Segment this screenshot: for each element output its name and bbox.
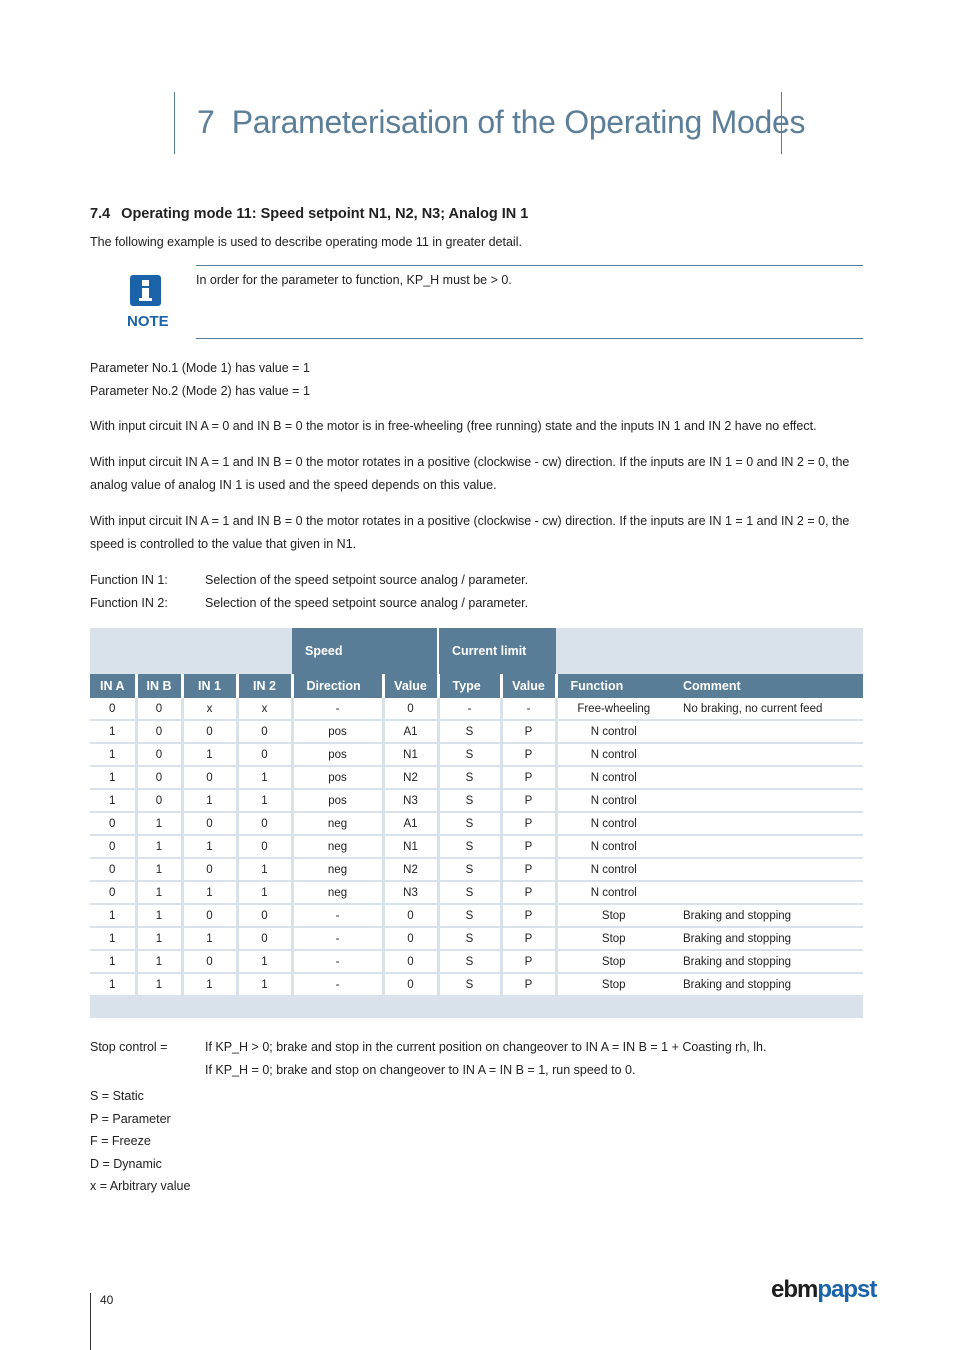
col-header: Comment — [670, 674, 863, 698]
table-cell: N2 — [383, 766, 438, 789]
chapter-title-text: Parameterisation of the Operating Modes — [231, 104, 806, 140]
table-cell: - — [292, 927, 383, 950]
table-cell: pos — [292, 789, 383, 812]
table-cell: 1 — [136, 904, 182, 927]
operating-mode-table — [90, 628, 863, 1018]
table-cell: P — [501, 950, 556, 973]
table-cell — [670, 858, 863, 881]
table-cell: S — [438, 812, 501, 835]
table-cell: 1 — [237, 766, 292, 789]
table-cell: N control — [556, 743, 670, 766]
table-cell: 0 — [90, 835, 136, 858]
table-cell: 0 — [383, 950, 438, 973]
table-cell — [670, 835, 863, 858]
table-cell — [670, 812, 863, 835]
note-box — [196, 265, 863, 339]
table-cell: N control — [556, 881, 670, 904]
table-cell: 1 — [90, 927, 136, 950]
group-header-empty — [556, 628, 863, 674]
col-header: Type — [438, 674, 501, 698]
note-label: NOTE — [127, 313, 169, 330]
table-cell: P — [501, 927, 556, 950]
table-cell: x — [182, 698, 237, 720]
table-row — [90, 904, 863, 927]
table-cell: S — [438, 858, 501, 881]
table-cell: 1 — [90, 743, 136, 766]
table-cell: 0 — [182, 766, 237, 789]
paragraph-3: With input circuit IN A = 1 and IN B = 0 the motor rotates in a positive (clockwise - cw) direction. If the inputs are IN 1 = 1 and IN 2 = 0, the speed is controlled to the value that given in N1. — [90, 514, 850, 551]
table-cell: S — [438, 766, 501, 789]
table-cell: 1 — [136, 881, 182, 904]
table-cell: 0 — [90, 698, 136, 720]
chapter-header — [174, 92, 806, 154]
paragraph-2: With input circuit IN A = 1 and IN B = 0 the motor rotates in a positive (clockwise - cw) direction. If the inputs are IN 1 = 0 and IN 2 = 0, the analog value of analog IN 1 is used and the speed depends on this value. — [90, 455, 850, 492]
group-header-current-limit: Current limit — [438, 628, 556, 674]
table-cell: 1 — [90, 766, 136, 789]
table-row — [90, 698, 863, 720]
table-cell: N2 — [383, 858, 438, 881]
group-header-speed: Speed — [292, 628, 438, 674]
table-cell: P — [501, 881, 556, 904]
table-cell: 1 — [182, 881, 237, 904]
table-cell: 0 — [136, 743, 182, 766]
table-cell: 0 — [383, 904, 438, 927]
table-cell: Braking and stopping — [670, 904, 863, 927]
table-cell: pos — [292, 766, 383, 789]
table-cell: P — [501, 720, 556, 743]
table-cell: A1 — [383, 720, 438, 743]
table-cell: 1 — [182, 973, 237, 996]
stop-control-line-1: If KP_H > 0; brake and stop in the current position on changeover to IN A = IN B = 1 + Coasting rh, lh. — [205, 1040, 767, 1054]
col-header: IN B — [136, 674, 182, 698]
param-2: Parameter No.2 (Mode 2) has value = 1 — [90, 384, 310, 398]
table-cell: 1 — [182, 743, 237, 766]
legend-item: D = Dynamic — [90, 1156, 162, 1171]
info-icon — [130, 275, 161, 306]
table-cell: 0 — [182, 812, 237, 835]
table-cell: S — [438, 743, 501, 766]
group-header-row — [90, 628, 863, 674]
table-cell: P — [501, 743, 556, 766]
table-cell: S — [438, 950, 501, 973]
table-cell: P — [501, 858, 556, 881]
intro-text: The following example is used to describe operating mode 11 in greater detail. — [90, 235, 522, 249]
table-row — [90, 835, 863, 858]
param-1: Parameter No.1 (Mode 1) has value = 1 — [90, 361, 310, 375]
footer-rule — [90, 1293, 91, 1350]
table-cell: 1 — [136, 927, 182, 950]
table-cell — [670, 720, 863, 743]
table-cell: 1 — [90, 789, 136, 812]
table-cell: 1 — [237, 950, 292, 973]
table-cell: 1 — [237, 789, 292, 812]
table-cell: N control — [556, 789, 670, 812]
table-cell: 1 — [182, 927, 237, 950]
table-cell: 0 — [237, 812, 292, 835]
table-cell: 1 — [237, 881, 292, 904]
table-row — [90, 881, 863, 904]
table-row — [90, 812, 863, 835]
table-cell — [670, 789, 863, 812]
paragraph-1: With input circuit IN A = 0 and IN B = 0 the motor is in free-wheeling (free running) state and the inputs IN 1 and IN 2 have no effect. — [90, 419, 817, 433]
table-cell: N control — [556, 835, 670, 858]
table-row — [90, 927, 863, 950]
table-cell: 1 — [136, 950, 182, 973]
table-cell — [670, 766, 863, 789]
table-cell: 1 — [90, 973, 136, 996]
table-cell: S — [438, 927, 501, 950]
function-text: Selection of the speed setpoint source analog / parameter. — [205, 573, 529, 587]
column-header-row — [90, 674, 863, 698]
table-cell: N1 — [383, 743, 438, 766]
table-cell: 0 — [237, 927, 292, 950]
table-cell: 0 — [136, 766, 182, 789]
col-header: Direction — [292, 674, 383, 698]
table-cell: neg — [292, 835, 383, 858]
table-cell: 1 — [182, 835, 237, 858]
table-cell: - — [292, 973, 383, 996]
table-cell: N3 — [383, 881, 438, 904]
stop-control-line-2: If KP_H = 0; brake and stop on changeover to IN A = IN B = 1, run speed to 0. — [205, 1063, 636, 1077]
table-row — [90, 973, 863, 996]
table-cell: 0 — [237, 835, 292, 858]
table-footer-row — [90, 996, 863, 1018]
table-cell: Stop — [556, 927, 670, 950]
stop-control-label: Stop control = — [90, 1040, 168, 1054]
table-cell: Stop — [556, 973, 670, 996]
legend-item: S = Static — [90, 1089, 144, 1103]
table-cell: P — [501, 904, 556, 927]
page-number: 40 — [100, 1293, 114, 1307]
table-cell: No braking, no current feed — [670, 698, 863, 720]
table-cell: Braking and stopping — [670, 950, 863, 973]
function-label: Function IN 1: — [90, 573, 168, 587]
table-cell: S — [438, 720, 501, 743]
table-cell: 0 — [136, 789, 182, 812]
table-cell: S — [438, 904, 501, 927]
section-number: 7.4 — [90, 206, 111, 222]
table-cell: 0 — [136, 720, 182, 743]
ebmpapst-logo — [771, 1276, 876, 1304]
table-cell: 0 — [383, 973, 438, 996]
table-cell: neg — [292, 881, 383, 904]
table-cell: - — [292, 950, 383, 973]
table-cell — [670, 743, 863, 766]
table-cell: x — [237, 698, 292, 720]
table-cell: S — [438, 789, 501, 812]
table-cell: 0 — [237, 743, 292, 766]
logo-part-1: ebm — [771, 1276, 818, 1303]
table-cell: N control — [556, 766, 670, 789]
table-cell: Stop — [556, 904, 670, 927]
function-in1 — [90, 573, 528, 587]
legend-item: x = Arbitrary value — [90, 1179, 191, 1193]
col-header: IN A — [90, 674, 136, 698]
table-row — [90, 766, 863, 789]
table-cell: pos — [292, 720, 383, 743]
table-cell: P — [501, 973, 556, 996]
table-cell: 1 — [136, 835, 182, 858]
table-cell: - — [438, 698, 501, 720]
table-cell: N control — [556, 858, 670, 881]
table-row — [90, 720, 863, 743]
table-row — [90, 743, 863, 766]
table-cell: 0 — [237, 904, 292, 927]
table-cell: Braking and stopping — [670, 973, 863, 996]
table-cell: 1 — [136, 812, 182, 835]
table-cell: neg — [292, 858, 383, 881]
table-cell: 1 — [237, 858, 292, 881]
table-cell: 1 — [90, 950, 136, 973]
table-cell: 1 — [182, 789, 237, 812]
table-cell: 1 — [90, 720, 136, 743]
table-cell: N control — [556, 720, 670, 743]
table-cell: A1 — [383, 812, 438, 835]
col-header: Function — [556, 674, 670, 698]
table-cell: P — [501, 766, 556, 789]
legend-item: F = Freeze — [90, 1134, 151, 1148]
legend-item: P = Parameter — [90, 1111, 171, 1126]
col-header: IN 2 — [237, 674, 292, 698]
table-cell: P — [501, 789, 556, 812]
table-cell: 0 — [90, 858, 136, 881]
table-cell — [670, 881, 863, 904]
section-title-text: Operating mode 11: Speed setpoint N1, N2, N3; Analog IN 1 — [121, 206, 529, 222]
table-cell: S — [438, 973, 501, 996]
table-cell: Stop — [556, 950, 670, 973]
table-cell: Free-wheeling — [556, 698, 670, 720]
function-text: Selection of the speed setpoint source analog / parameter. — [205, 596, 529, 610]
table-cell: - — [292, 904, 383, 927]
chapter-number: 7 — [197, 104, 215, 140]
function-label: Function IN 2: — [90, 596, 168, 610]
table-cell: 0 — [90, 812, 136, 835]
logo-part-2: papst — [817, 1276, 877, 1303]
table-cell: 0 — [383, 927, 438, 950]
note-text: In order for the parameter to function, KP_H must be > 0. — [196, 273, 512, 287]
table-cell: S — [438, 835, 501, 858]
table-row — [90, 950, 863, 973]
table-cell: 0 — [136, 698, 182, 720]
table-cell: - — [292, 698, 383, 720]
function-in2 — [90, 596, 528, 610]
table-cell: 0 — [182, 950, 237, 973]
table-cell: neg — [292, 812, 383, 835]
table-cell: pos — [292, 743, 383, 766]
group-header-empty — [90, 628, 292, 674]
table-cell: S — [438, 881, 501, 904]
chapter-title — [197, 104, 805, 141]
table-cell: 0 — [182, 904, 237, 927]
table-cell: 1 — [237, 973, 292, 996]
table-cell: 0 — [383, 698, 438, 720]
table-cell: 0 — [182, 858, 237, 881]
col-header: Value — [383, 674, 438, 698]
table-cell: - — [501, 698, 556, 720]
table-cell: 0 — [237, 720, 292, 743]
table-cell: 0 — [182, 720, 237, 743]
legend — [90, 1085, 190, 1198]
section-title — [90, 206, 528, 222]
table-row — [90, 789, 863, 812]
table-cell: 1 — [136, 973, 182, 996]
table-cell: Braking and stopping — [670, 927, 863, 950]
table-cell: N3 — [383, 789, 438, 812]
table-cell: P — [501, 812, 556, 835]
col-header: IN 1 — [182, 674, 237, 698]
table-cell: N control — [556, 812, 670, 835]
table-cell: 1 — [136, 858, 182, 881]
table-row — [90, 858, 863, 881]
table-cell: 1 — [90, 904, 136, 927]
table-cell: P — [501, 835, 556, 858]
table-cell: N1 — [383, 835, 438, 858]
table-cell: 0 — [90, 881, 136, 904]
col-header: Value — [501, 674, 556, 698]
